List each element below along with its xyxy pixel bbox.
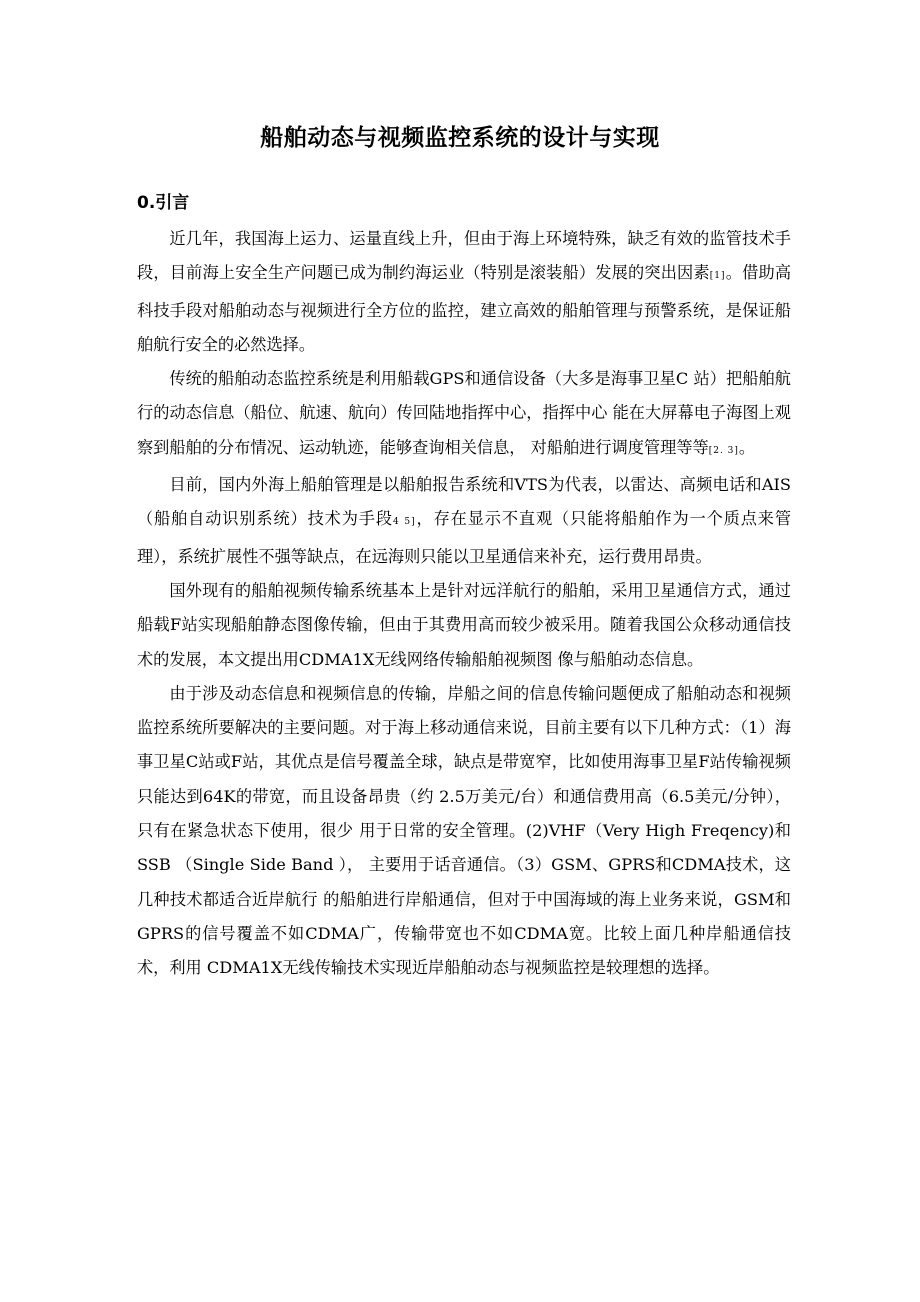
paragraph-text: 国外现有的船舶视频传输系统基本上是针对远洋航行的船舶，采用卫星通信方式，通过船载F站实现船舶静态图像传输，但由于其费用高而较少被采用。随着我国公众移动通信技术的发展，本文提出用CDMA1X无线网络传输船舶视频图 像与船舶动态信息。 bbox=[137, 580, 791, 669]
paragraph-text: 近几年，我国海上运力、运量直线上升，但由于海上环境特殊，缺乏有效的监管技术手段，目前海上安全生产问题已成为制约海运业（特别是滚装船）发展的突出因素 bbox=[137, 229, 791, 283]
paragraph-text: 。借助高科技手段对船舶动态与视频进行全方位的监控，建立高效的船舶管理与预警系统，是保证船舶航行安全的必然选择。 bbox=[137, 263, 792, 354]
paragraph-text: 。 bbox=[738, 437, 756, 457]
paragraph-4 bbox=[137, 574, 791, 677]
citation-marker: 4 5] bbox=[392, 517, 416, 528]
paragraph-3 bbox=[137, 468, 791, 574]
paragraph-text: 由于涉及动态信息和视频信息的传输，岸船之间的信息传输问题便成了船舶动态和视频监控系统所要解决的主要问题。对于海上移动通信来说，目前主要有以下几种方式：（1）海事卫星C站或F站，其优点是信号覆盖全球，缺点是带宽窄，比如使用海事卫星F站传输视频只能达到64K的带宽，而且设备昂贵（约 2.5万美元/台）和通信费用高（6.5美元/分钟），只有在紧急状态下使用，很少 用于日常的安全管理。(2)VHF（Very High Freqency)和 SSB （Single Side Band ）， 主要用于话音通信。（3）GSM、GPRS和CDMA技术，这几种技术都适合近岸航行 的船舶进行岸船通信，但对于中国海域的海上业务来说，GSM和GPRS的信号覆盖不如CDMA广，传输带宽也不如CDMA宽。比较上面几种岸船通信技术，利用 CDMA1X无线传输技术实现近岸船舶动态与视频监控是较理想的选择。 bbox=[137, 683, 791, 978]
paragraph-text: 传统的船舶动态监控系统是利用船载GPS和通信设备（大多是海事卫星C 站）把船舶航行的动态信息（船位、航速、航向）传回陆地指挥中心，指挥中心 能在大屏幕电子海图上观察到船舶的分布情况、运动轨迹，能够查询相关信息， 对船舶进行调度管理等等 bbox=[137, 369, 791, 457]
document-body bbox=[137, 222, 791, 986]
citation-marker: [1] bbox=[709, 271, 726, 282]
document-title: 船舶动态与视频监控系统的设计与实现 bbox=[260, 125, 660, 151]
citation-marker: [2. 3] bbox=[708, 445, 739, 456]
paragraph-5 bbox=[137, 677, 791, 986]
paragraph-text: ，存在显示不直观（只能将船舶作为一个质点来管理），系统扩展性不强等缺点，在远海则只能以卫星通信来补充，运行费用昂贵。 bbox=[137, 509, 792, 566]
paragraph-1 bbox=[137, 222, 791, 362]
section-heading: 0.引言 bbox=[137, 193, 190, 213]
paragraph-2 bbox=[137, 362, 791, 468]
paragraph-text: 目前，国内外海上船舶管理是以船舶报告系统和VTS为代表，以雷达、高频电话和AIS （船舶自动识别系统）技术为手段 bbox=[137, 475, 791, 529]
